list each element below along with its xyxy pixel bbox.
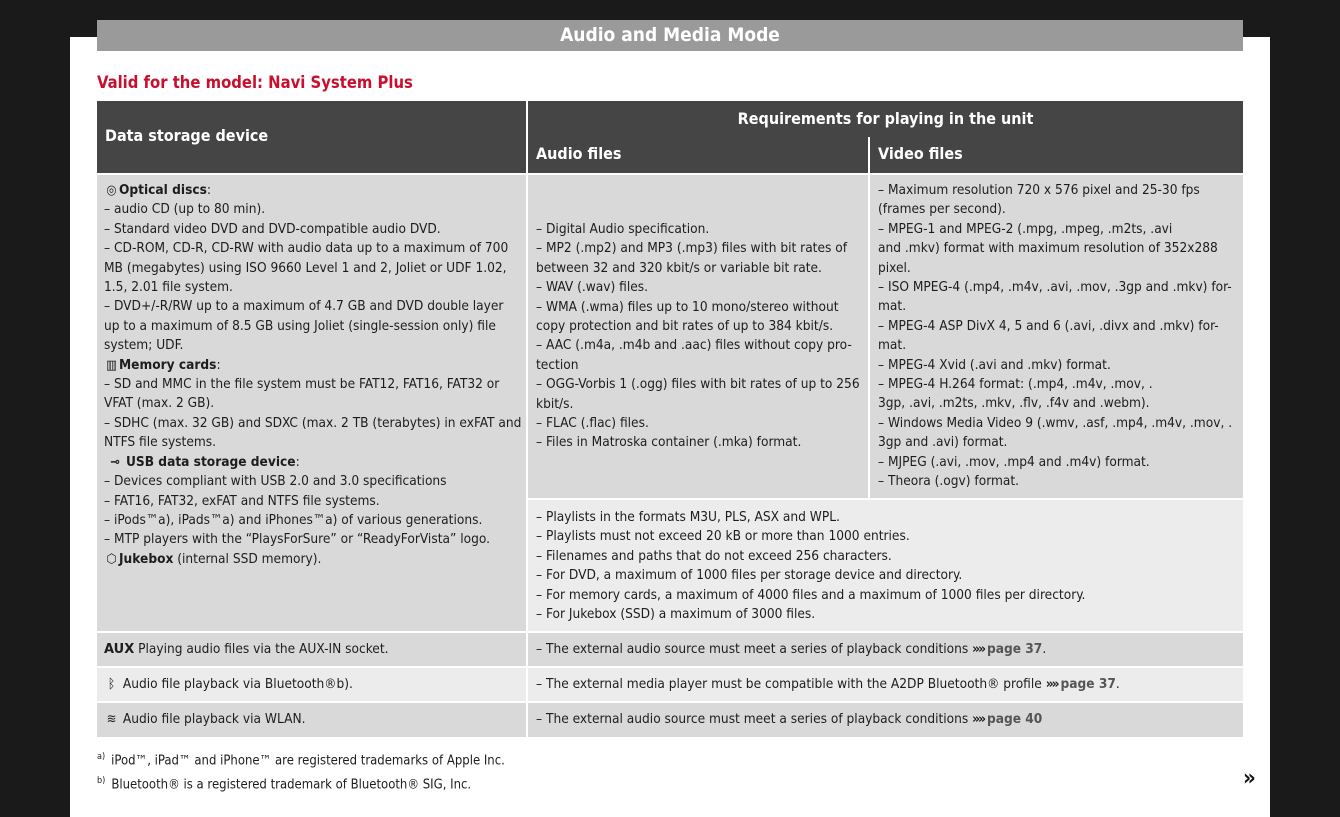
list-line: – FLAC (.flac) files. bbox=[536, 415, 649, 432]
header-audio-files: Audio files bbox=[528, 137, 868, 173]
usb-icon: ⊸ bbox=[110, 454, 120, 470]
footnote-b: $^{b)}$ Bluetooth® is a registered trademark of Bluetooth® SIG, Inc. bbox=[97, 776, 472, 793]
memory-card-list bbox=[104, 375, 526, 453]
list-line: VFAT (max. 2 GB). bbox=[104, 395, 215, 412]
list-line: mat. bbox=[878, 298, 907, 315]
list-line: kbit/s. bbox=[536, 395, 574, 412]
optical-disc-icon: ◎ bbox=[106, 183, 117, 198]
list-line: tection bbox=[536, 356, 579, 373]
bluetooth-page-reference[interactable]: page 37 bbox=[1060, 676, 1116, 692]
list-line: – Filenames and paths that do not exceed 256 characters. bbox=[536, 547, 892, 564]
list-line: – WAV (.wav) files. bbox=[536, 279, 649, 296]
list-line: and .mkv) format with maximum resolution of 352x288 bbox=[878, 240, 1218, 257]
wlan-page-reference[interactable]: page 40 bbox=[986, 711, 1043, 727]
list-line: – MP2 (.mp2) and MP3 (.mp3) files with bit rates of bbox=[536, 240, 848, 257]
list-line: up to a maximum of 8.5 GB using Joliet (single-session only) file bbox=[104, 317, 496, 334]
list-line: – Digital Audio specification. bbox=[536, 221, 710, 237]
list-line: – WMA (.wma) files up to 10 mono/stereo without bbox=[536, 298, 839, 315]
list-line: – SDHC (max. 32 GB) and SDXC (max. 2 TB (terabytes) in exFAT and bbox=[104, 414, 522, 431]
list-line: between 32 and 320 kbit/s or variable bit rate. bbox=[536, 259, 822, 276]
jukebox-icon: ⬡ bbox=[106, 551, 117, 567]
footnote-a: $^{a)}$ iPod™, iPad™ and iPhone™ are registered trademarks of Apple Inc. bbox=[97, 752, 505, 769]
list-line: – MPEG-4 ASP DivX 4, 5 and 6 (.avi, .divx and .mkv) for- bbox=[878, 317, 1219, 334]
list-line: – Devices compliant with USB 2.0 and 3.0 specifications bbox=[104, 473, 447, 490]
list-line: – MTP players with the “PlaysForSure” or “ReadyForVista” logo. bbox=[104, 531, 490, 548]
wlan-source-cell: ≋ Audio file playback via WLAN. bbox=[97, 703, 526, 737]
list-line: copy protection and bit rates of up to 384 kbit/s. bbox=[536, 318, 834, 335]
playlist-list bbox=[536, 508, 1243, 624]
list-line: – AAC (.m4a, .m4b and .aac) files without copy pro- bbox=[536, 337, 852, 354]
list-line: – FAT16, FAT32, exFAT and NTFS file systems. bbox=[104, 492, 380, 509]
list-line: 3gp and .avi) format. bbox=[878, 434, 1008, 451]
list-line: – ISO MPEG-4 (.mp4, .m4v, .avi, .mov, .3gp and .mkv) for- bbox=[878, 279, 1232, 296]
list-line: – MPEG-1 and MPEG-2 (.mpg, .mpeg, .m2ts, .avi bbox=[878, 220, 1173, 237]
wifi-icon: ≋ bbox=[106, 712, 117, 727]
list-line: – DVD+/-R/RW up to a maximum of 4.7 GB and DVD double layer bbox=[104, 298, 504, 315]
playlist-requirements-cell bbox=[528, 500, 1243, 631]
header-requirements: Requirements for playing in the unit bbox=[528, 101, 1243, 137]
list-line: – For Jukebox (SSD) a maximum of 3000 files. bbox=[536, 606, 816, 623]
list-line: MB (megabytes) using ISO 9660 Level 1 and 2, Joliet or UDF 1.02, bbox=[104, 259, 507, 276]
video-requirements-cell bbox=[870, 175, 1243, 498]
memory-card-icon: ▥ bbox=[105, 357, 118, 373]
optical-disc-list bbox=[104, 200, 526, 355]
header-storage-device: Data storage device bbox=[97, 101, 526, 173]
cross-reference-arrow-icon: »» bbox=[972, 711, 984, 727]
list-line: – For DVD, a maximum of 1000 files per storage device and directory. bbox=[536, 567, 963, 584]
model-validity-note: Valid for the model: Navi System Plus bbox=[97, 73, 413, 92]
bluetooth-requirement-cell: – The external media player must be compatible with the A2DP Bluetooth® profile »» page 37. bbox=[528, 668, 1243, 701]
list-line: – MPEG-4 H.264 format: (.mp4, .m4v, .mov, . bbox=[878, 376, 1153, 393]
requirements-table bbox=[97, 101, 1243, 737]
list-line: – Standard video DVD and DVD-compatible audio DVD. bbox=[104, 220, 441, 237]
audio-requirements-cell bbox=[528, 175, 868, 498]
list-line: – Theora (.ogv) format. bbox=[878, 473, 1020, 490]
section-banner: Audio and Media Mode bbox=[97, 20, 1243, 51]
list-line: – OGG-Vorbis 1 (.ogg) files with bit rates of up to 256 bbox=[536, 376, 860, 393]
list-line: 1.5, 2.01 file system. bbox=[104, 279, 233, 296]
video-format-list bbox=[878, 181, 1243, 492]
list-line: – Playlists must not exceed 20 kB or more than 1000 entries. bbox=[536, 528, 910, 545]
list-line: (frames per second). bbox=[878, 201, 1006, 218]
list-line: – Playlists in the formats M3U, PLS, ASX and WPL. bbox=[536, 509, 840, 525]
aux-page-reference[interactable]: page 37 bbox=[986, 641, 1043, 657]
list-line: mat. bbox=[878, 337, 907, 354]
list-line: system; UDF. bbox=[104, 337, 184, 354]
aux-requirement-cell: – The external audio source must meet a series of playback conditions »» page 37. bbox=[528, 633, 1243, 666]
list-line: – Windows Media Video 9 (.wmv, .asf, .mp4, .m4v, .mov, . bbox=[878, 414, 1233, 431]
list-line: NTFS file systems. bbox=[104, 434, 217, 451]
cross-reference-arrow-icon: »» bbox=[972, 641, 984, 657]
list-line: 3gp, .avi, .m2ts, .mkv, .flv, .f4v and .webm). bbox=[878, 395, 1150, 412]
usb-device-list bbox=[104, 472, 526, 550]
header-video-files: Video files bbox=[870, 137, 1243, 173]
aux-icon: AUX bbox=[104, 642, 135, 657]
list-line: – iPods™a), iPads™a) and iPhones™a) of various generations. bbox=[104, 511, 483, 528]
list-line: – MJPEG (.avi, .mov, .mp4 and .m4v) format. bbox=[878, 453, 1150, 470]
continued-next-page-icon: » bbox=[1243, 766, 1253, 791]
list-line: pixel. bbox=[878, 259, 911, 276]
aux-source-cell: AUX Playing audio files via the AUX-IN socket. bbox=[97, 633, 526, 666]
storage-devices-cell: ◎ Optical discs: – audio CD (up to 80 min). – Standard video DVD and DVD-compatible audio DVD. – CD-ROM, CD-R, CD-RW with audio data up to a maximum of 700 MB (megabytes) using ISO 9660 Level 1 and 2, Joliet or UDF 1.02, 1.5, 2.01 file system. – DVD+/-R/RW up to a maximum of 4.7 GB and DVD double layer up to a maximum of 8.5 GB using Joliet (single-session only) file system; UDF. ▥ Memory cards: – SD and MMC in the file system must be FAT12, FAT16, FAT32 or VFAT (max. 2 GB). – SDHC (max. 32 GB) and SDXC (max. 2 TB (terabytes) in exFAT and NTFS file systems. ⊸ USB data storage device: – Devices compliant with USB 2.0 and 3.0 specifications – FAT16, FAT32, exFAT and NTFS file systems. – iPods™a), iPads™a) and iPhones™a) of various generations. – MTP players with the “PlaysForSure” or “ReadyForVista” logo. ⬡ Jukebox (internal SSD memory). bbox=[97, 175, 526, 631]
list-line: – CD-ROM, CD-R, CD-RW with audio data up to a maximum of 700 bbox=[104, 240, 509, 257]
bluetooth-source-cell: ᛒ Audio file playback via Bluetooth®b). bbox=[97, 668, 526, 701]
audio-format-list bbox=[536, 220, 868, 453]
list-line: – MPEG-4 Xvid (.avi and .mkv) format. bbox=[878, 356, 1111, 373]
list-line: – Files in Matroska container (.mka) format. bbox=[536, 434, 802, 451]
list-line: – For memory cards, a maximum of 4000 files and a maximum of 1000 files per directory. bbox=[536, 586, 1086, 603]
cross-reference-arrow-icon: »» bbox=[1045, 676, 1058, 692]
bluetooth-icon: ᛒ bbox=[107, 677, 116, 692]
list-line: – SD and MMC in the file system must be FAT12, FAT16, FAT32 or bbox=[104, 376, 500, 393]
list-line: – Maximum resolution 720 x 576 pixel and 25-30 fps bbox=[878, 182, 1200, 198]
list-line: – audio CD (up to 80 min). bbox=[104, 201, 266, 218]
wlan-requirement-cell: – The external audio source must meet a series of playback conditions »» page 40 bbox=[528, 703, 1243, 737]
